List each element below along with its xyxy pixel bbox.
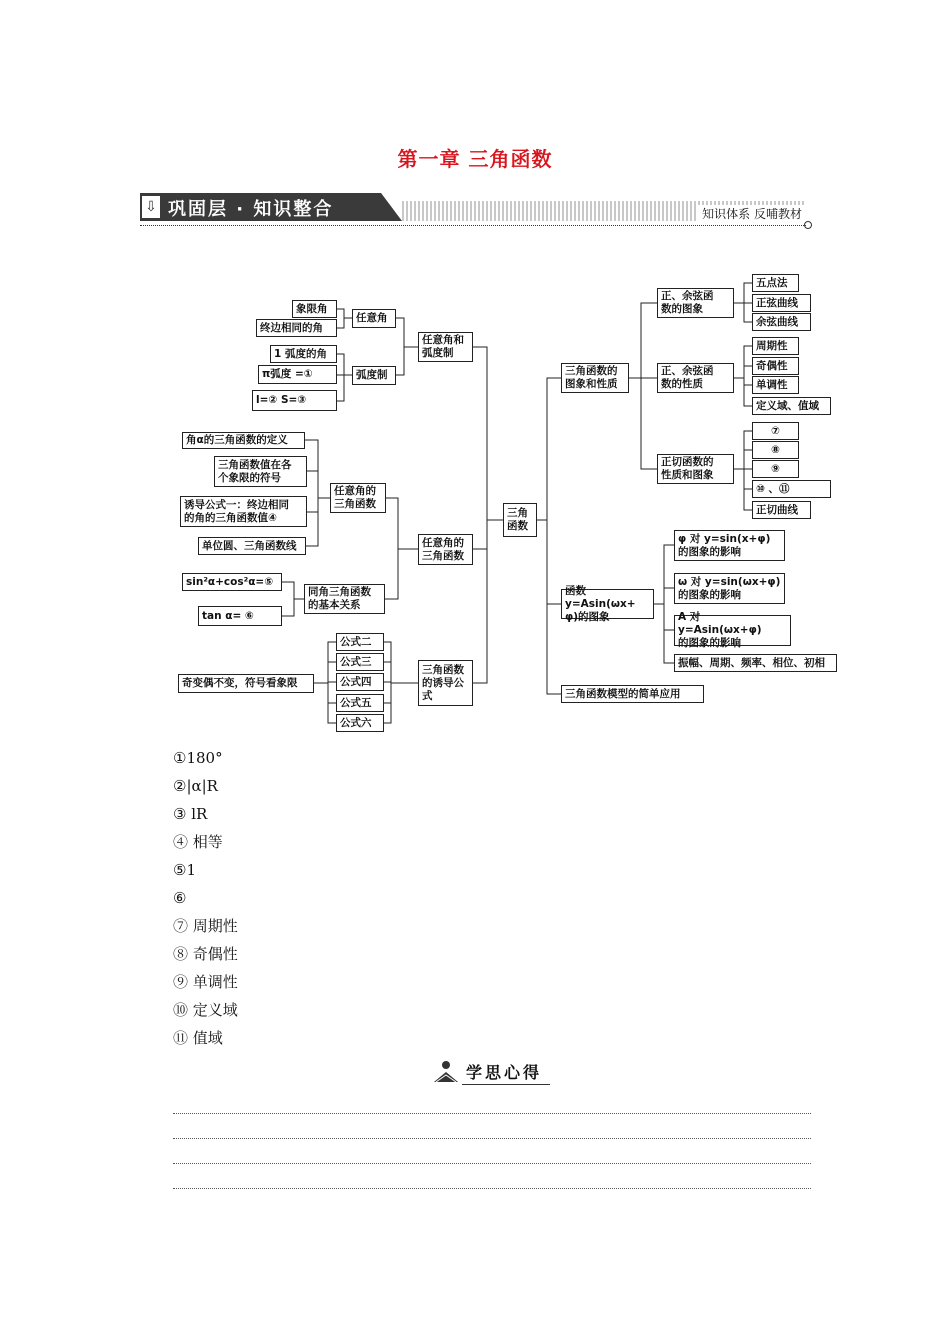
node-moxing: 三角函数模型的简单应用 xyxy=(561,685,704,703)
writing-line-2 xyxy=(173,1138,811,1139)
node-hudu-zhi: 弧度制 xyxy=(352,366,396,385)
node-gongshi-3: 公式三 xyxy=(336,653,384,671)
node-renyijiao-hudu: 任意角和 弧度制 xyxy=(418,332,473,362)
node-zq-xingzhi: 正切函数的 性质和图象 xyxy=(657,454,734,484)
node-hanshu-A: 函数y=Asin(ωx+ φ)的图象 xyxy=(561,589,654,619)
node-A: A 对 y=Asin(ωx+φ) 的图象的影响 xyxy=(674,615,791,646)
node-zx-quxian: 正弦曲线 xyxy=(752,294,811,312)
node-renyijiao-sanjiao: 任意角的 三角函数 xyxy=(418,534,473,565)
node-phi: φ 对 y=sin(x+φ) 的图象的影响 xyxy=(674,530,785,561)
answer-9: ⑨ 单调性 xyxy=(173,973,238,991)
node-xiangxianjiao: 象限角 xyxy=(292,300,337,318)
node-root: 三角 函数 xyxy=(503,503,537,537)
answer-4: ④ 相等 xyxy=(173,833,223,851)
node-answer-10-11: ⑩ 、⑪ xyxy=(752,480,831,498)
node-sin2cos2: sin²α+cos²α=⑤ xyxy=(182,573,282,591)
node-answer-8: ⑧ xyxy=(752,441,799,459)
answer-7: ⑦ 周期性 xyxy=(173,917,238,935)
answer-3: ③ lR xyxy=(173,805,208,823)
node-qibian: 奇变偶不变，符号看象限 xyxy=(178,674,314,693)
node-zy-xingzhi: 正、余弦函 数的性质 xyxy=(657,363,734,393)
arrow-down-icon: ⇩ xyxy=(142,196,160,218)
page-title: 第一章 三角函数 xyxy=(397,147,553,171)
node-dingyiyu: 定义域、值域 xyxy=(752,397,831,415)
node-zhouqi: 周期性 xyxy=(752,337,799,355)
node-pihudu: π弧度 =① xyxy=(258,365,337,384)
node-zhenfu: 振幅、周期、频率、相位、初相 xyxy=(674,654,837,672)
node-gongshi-5: 公式五 xyxy=(336,694,384,712)
node-renyi-sanjiao: 任意角的 三角函数 xyxy=(330,483,386,513)
node-dingyi: 角α的三角函数的定义 xyxy=(182,432,305,449)
node-lS: l=② S=③ xyxy=(252,390,337,411)
answer-6: ⑥ xyxy=(173,889,187,907)
node-youdao1: 诱导公式一：终边相同 的角的三角函数值④ xyxy=(180,496,307,527)
node-jiou: 奇偶性 xyxy=(752,357,799,375)
writing-line-1 xyxy=(173,1113,811,1114)
reading-person-icon xyxy=(432,1060,460,1084)
node-gongshi-6: 公式六 xyxy=(336,714,384,732)
node-danweiyuan: 单位圆、三角函数线 xyxy=(198,537,306,555)
writing-line-4 xyxy=(173,1188,811,1189)
node-gongshi-4: 公式四 xyxy=(336,673,384,691)
answer-list xyxy=(173,744,238,1052)
banner-subtitle: 知识体系 反哺教材 xyxy=(698,205,806,222)
node-hudu1: 1 弧度的角 xyxy=(270,345,337,363)
node-youdao: 三角函数 的诱导公 式 xyxy=(418,660,473,706)
reflection-title: 学思心得 xyxy=(466,1063,543,1082)
node-tongjiao: 同角三角函数 的基本关系 xyxy=(304,584,385,614)
answer-1: ①180° xyxy=(173,749,223,767)
node-yx-quxian: 余弦曲线 xyxy=(752,313,811,331)
banner-title: 巩固层 · 知识整合 xyxy=(168,199,334,220)
node-omega: ω 对 y=sin(ωx+φ) 的图象的影响 xyxy=(674,573,785,604)
writing-line-3 xyxy=(173,1163,811,1164)
answer-10: ⑩ 定义域 xyxy=(173,1001,238,1019)
node-wudian: 五点法 xyxy=(752,274,799,292)
node-zq-quxian: 正切曲线 xyxy=(752,501,811,519)
node-renyijiao: 任意角 xyxy=(352,309,396,328)
node-tan: tan α= ⑥ xyxy=(198,606,282,626)
node-dandiao: 单调性 xyxy=(752,376,799,394)
node-tuxiang-xingzhi: 三角函数的 图象和性质 xyxy=(561,363,629,393)
node-gongshi-2: 公式二 xyxy=(336,633,384,651)
answer-11: ⑪ 值域 xyxy=(173,1029,223,1047)
reflection-heading xyxy=(432,1058,550,1088)
node-answer-7: ⑦ xyxy=(752,422,799,440)
node-zhongbian: 终边相同的角 xyxy=(256,319,337,337)
reflection-underline xyxy=(462,1084,550,1085)
node-zy-tuxiang: 正、余弦函 数的图象 xyxy=(657,288,734,318)
node-answer-9: ⑨ xyxy=(752,460,799,478)
node-fuhao: 三角函数值在各 个象限的符号 xyxy=(214,456,307,487)
answer-8: ⑧ 奇偶性 xyxy=(173,945,238,963)
answer-5: ⑤1 xyxy=(173,861,196,879)
answer-2: ②|α|R xyxy=(173,777,218,795)
